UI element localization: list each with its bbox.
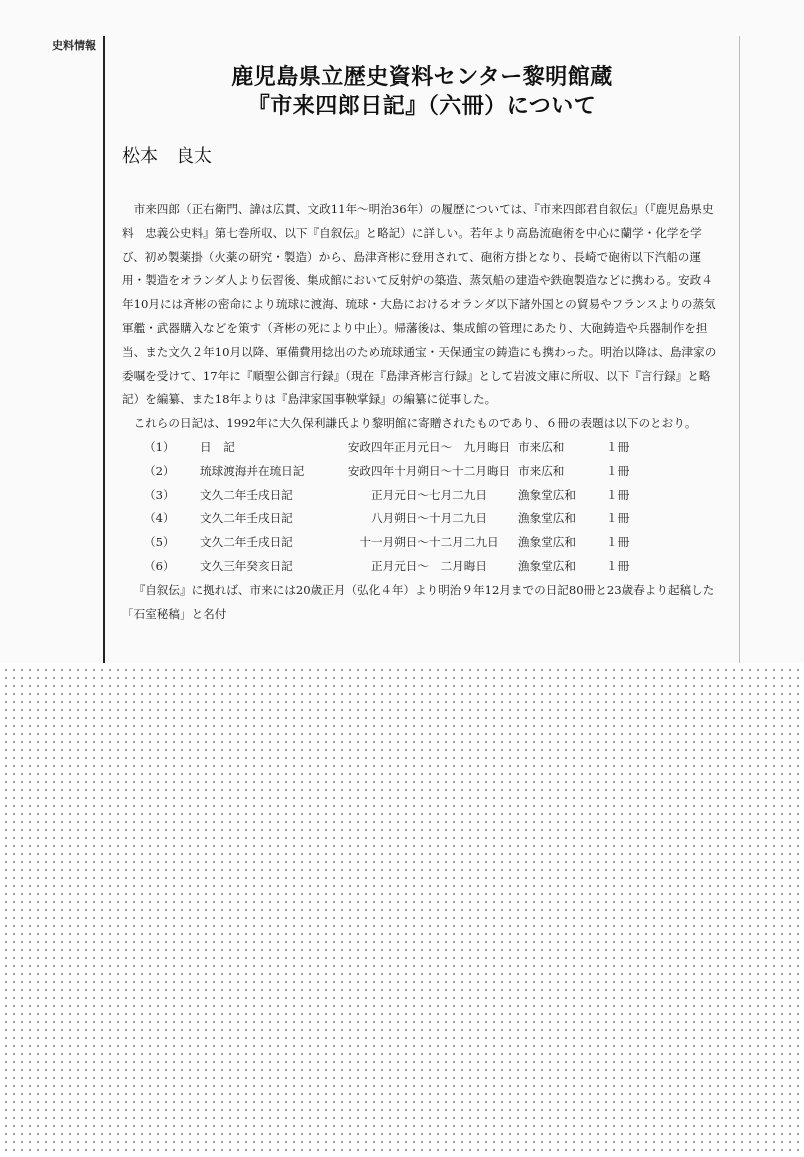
list-item — [122, 484, 722, 508]
record-writer: 漁象堂広和 — [518, 535, 576, 550]
paragraph-1: 市来四郎（正右衛門、諱は広貫、文政11年～明治36年）の履歴については、『市来四郎君自叙伝』（『鹿児島県史料 忠義公史料』第七巻所収、以下『自叙伝』と略記）に詳しい。若年より高島流砲術を中心に蘭学・化学を学び、初め製薬掛（火薬の研究・製造）から、島津斉彬に登用されて、砲術方掛となり、長崎で砲術以下汽船の運用・製造をオランダ人より伝習後、集成館において反射炉の築造、蒸気船の建造や鉄砲製造などに携わる。安政４年10月には斉彬の密命により琉球に渡海、琉球・大島におけるオランダ以下諸外国との貿易やフランスよりの蒸気軍艦・武器購入などを策す（斉彬の死により中止）。帰藩後は、集成館の管理にあたり、大砲鋳造や兵器制作を担当、また文久２年10月以降、軍備費用捻出のため琉球通宝・天保通宝の鋳造にも携わった。明治以降は、島津家の委嘱を受けて、17年に『順聖公御言行録』（現在『島津斉彬言行録』として岩波文庫に所収、以下『言行録』と略記）を編纂、また18年よりは『島津家国事鞅掌録』の編纂に従事した。 — [122, 202, 717, 407]
paragraph-2: これらの日記は、1992年に大久保利謙氏より黎明館に寄贈されたものであり、６冊の表題は以下のとおり。 — [133, 416, 697, 431]
record-count: １冊 — [606, 439, 630, 454]
record-title: 文久二年壬戌日記 — [200, 487, 293, 502]
record-writer: 漁象堂広和 — [518, 558, 576, 573]
list-item — [122, 555, 722, 579]
record-period: 八月朔日～十月二九日 — [371, 511, 487, 526]
record-writer: 市来広和 — [518, 463, 565, 478]
record-count: １冊 — [606, 535, 630, 550]
section-label: 史料情報 — [52, 39, 96, 52]
record-count: １冊 — [606, 511, 630, 526]
paragraph-3: 『自叙伝』に拠れば、市来には20歳正月（弘化４年）より明治９年12月までの日記80冊と23歳春より起稿した「石室秘稿」と名付 — [122, 582, 715, 621]
left-divider — [103, 36, 105, 663]
record-count: １冊 — [606, 558, 630, 573]
record-writer: 市来広和 — [518, 439, 565, 454]
record-title: 文久三年癸亥日記 — [200, 558, 293, 573]
list-item — [122, 436, 722, 460]
record-number: （2） — [144, 463, 175, 478]
title-line-2: 『市来四郎日記』（六冊）について — [247, 93, 597, 119]
record-title: 文久二年壬戌日記 — [200, 535, 293, 550]
list-item — [122, 460, 722, 484]
record-period: 正月元日～七月二九日 — [371, 487, 487, 502]
record-period: 安政四年十月朔日～十二月晦日 — [347, 463, 511, 478]
record-count: １冊 — [606, 463, 630, 478]
record-number: （6） — [144, 558, 175, 573]
right-page-edge — [739, 36, 740, 663]
record-count: １冊 — [606, 487, 630, 502]
record-number: （4） — [144, 511, 175, 526]
author-name: 松本 良太 — [122, 146, 212, 167]
title-line-1: 鹿児島県立歴史資料センター黎明館蔵 — [231, 64, 613, 90]
record-writer: 漁象堂広和 — [518, 487, 576, 502]
record-number: （1） — [144, 439, 175, 454]
record-period: 安政四年正月元日～ 九月晦日 — [347, 439, 511, 454]
list-item — [122, 531, 722, 555]
record-number: （5） — [144, 535, 175, 550]
record-title: 日 記 — [200, 439, 235, 454]
list-item — [122, 507, 722, 531]
record-number: （3） — [144, 487, 175, 502]
record-title: 文久二年壬戌日記 — [200, 511, 293, 526]
diary-list — [122, 436, 722, 579]
record-period: 十一月朔日～十二月二九日 — [359, 535, 499, 550]
record-period: 正月元日～ 二月晦日 — [371, 558, 487, 573]
article-body — [122, 198, 722, 626]
record-writer: 漁象堂広和 — [518, 511, 576, 526]
record-title: 琉球渡海并在琉日記 — [200, 463, 305, 478]
